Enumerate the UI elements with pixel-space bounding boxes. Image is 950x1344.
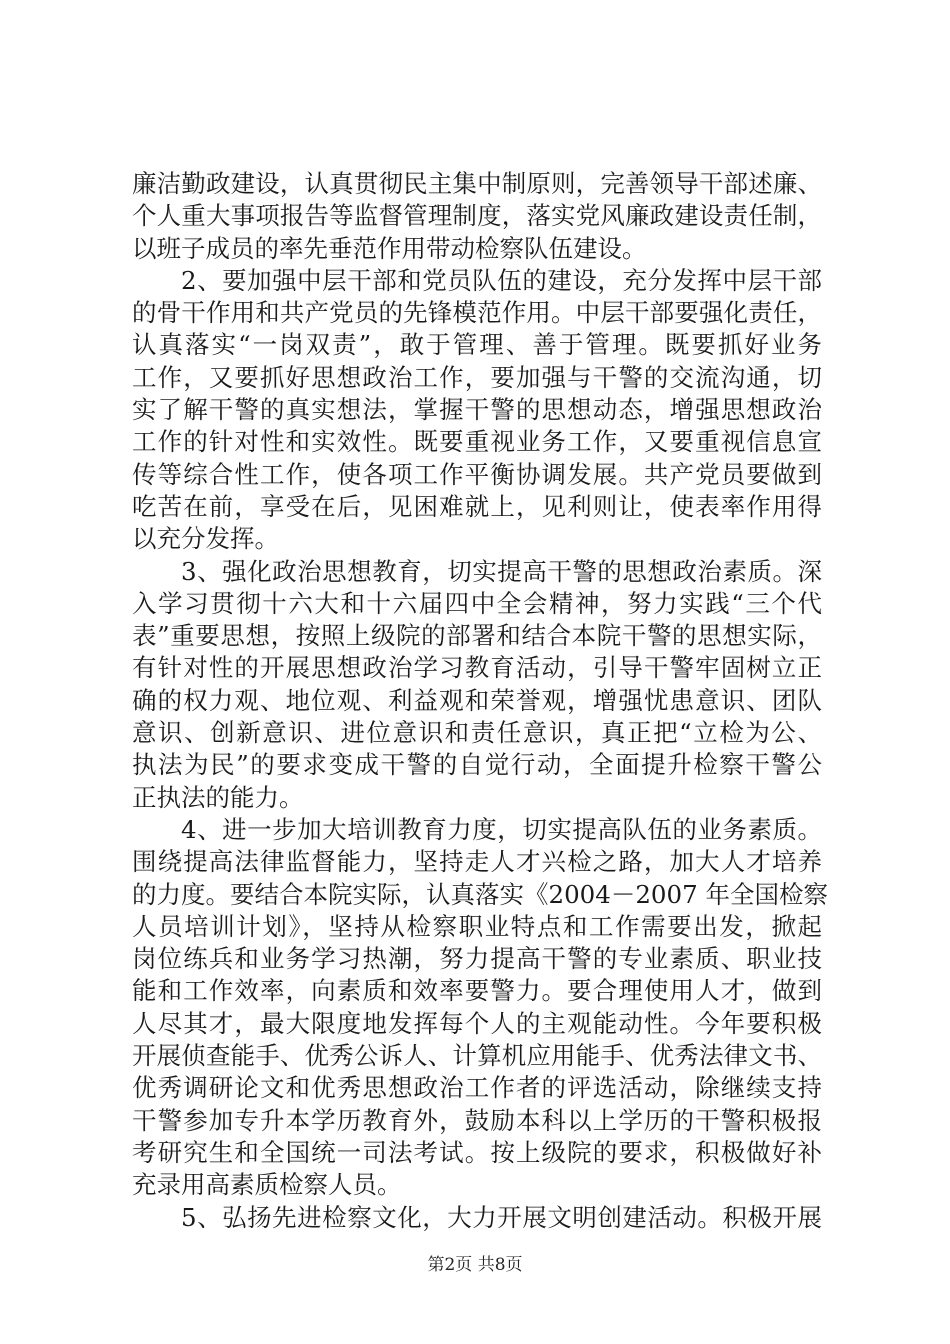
text-line: 开展侦查能手、优秀公诉人、计算机应用能手、优秀法律文书、 (132, 1041, 822, 1071)
paragraph-first-line: 2、要加强中层干部和党员队伍的建设，充分发挥中层干部 (181, 265, 822, 295)
paragraph-first-line: 4、进一步加大培训教育力度，切实提高队伍的业务素质。 (181, 814, 822, 844)
text-line: 传等综合性工作，使各项工作平衡协调发展。共产党员要做到 (132, 459, 822, 489)
text-line: 入学习贯彻十六大和十六届四中全会精神，努力实践“三个代 (132, 588, 822, 618)
text-line: 表”重要思想，按照上级院的部署和结合本院干警的思想实际， (132, 621, 822, 651)
text-line: 认真落实“一岗双责”，敢于管理、善于管理。既要抓好业务 (132, 330, 822, 360)
text-line: 工作的针对性和实效性。既要重视业务工作，又要重视信息宣 (132, 427, 822, 457)
text-line: 以班子成员的率先垂范作用带动检察队伍建设。 (132, 233, 647, 263)
text-line: 考研究生和全国统一司法考试。按上级院的要求，积极做好补 (132, 1137, 822, 1167)
text-line: 有针对性的开展思想政治学习教育活动，引导干警牢固树立正 (132, 653, 822, 683)
page-footer: 第2页 共8页 (427, 1255, 523, 1275)
text-line: 围绕提高法律监督能力，坚持走人才兴检之路，加大人才培养 (132, 847, 822, 877)
text-line: 确的权力观、地位观、利益观和荣誉观，增强忧患意识、团队 (132, 685, 822, 715)
paragraph-first-line: 3、强化政治思想教育，切实提高干警的思想政治素质。深 (181, 556, 822, 586)
text-line: 充录用高素质检察人员。 (132, 1170, 402, 1200)
text-line: 干警参加专升本学历教育外，鼓励本科以上学历的干警积极报 (132, 1105, 822, 1135)
text-line: 实了解干警的真实想法，掌握干警的思想动态，增强思想政治 (132, 395, 822, 425)
text-line: 人员培训计划》，坚持从检察职业特点和工作需要出发，掀起 (132, 911, 822, 941)
paragraph-first-line: 5、弘扬先进检察文化，大力开展文明创建活动。积极开展 (181, 1202, 822, 1232)
text-line: 岗位练兵和业务学习热潮，努力提高干警的专业素质、职业技 (132, 944, 822, 974)
text-line: 正执法的能力。 (132, 782, 304, 812)
text-line: 优秀调研论文和优秀思想政治工作者的评选活动，除继续支持 (132, 1073, 822, 1103)
document-body (132, 168, 828, 1234)
text-line: 的骨干作用和共产党员的先锋模范作用。中层干部要强化责任， (132, 298, 822, 328)
text-line: 个人重大事项报告等监督管理制度，落实党风廉政建设责任制， (132, 201, 822, 231)
text-line: 能和工作效率，向素质和效率要警力。要合理使用人才，做到 (132, 976, 822, 1006)
text-line: 吃苦在前，享受在后，见困难就上，见利则让，使表率作用得 (132, 491, 822, 521)
text-line: 工作，又要抓好思想政治工作，要加强与干警的交流沟通，切 (132, 362, 822, 392)
text-line: 的力度。要结合本院实际，认真落实《2004－2007 年全国检察 (132, 879, 828, 909)
text-line: 廉洁勤政建设，认真贯彻民主集中制原则，完善领导干部述廉、 (132, 169, 822, 198)
text-line: 以充分发挥。 (132, 524, 279, 554)
text-line: 意识、创新意识、进位意识和责任意识，真正把“立检为公、 (132, 718, 822, 748)
text-line: 人尽其才，最大限度地发挥每个人的主观能动性。今年要积极 (132, 1008, 822, 1038)
text-line: 执法为民”的要求变成干警的自觉行动，全面提升检察干警公 (132, 750, 822, 780)
